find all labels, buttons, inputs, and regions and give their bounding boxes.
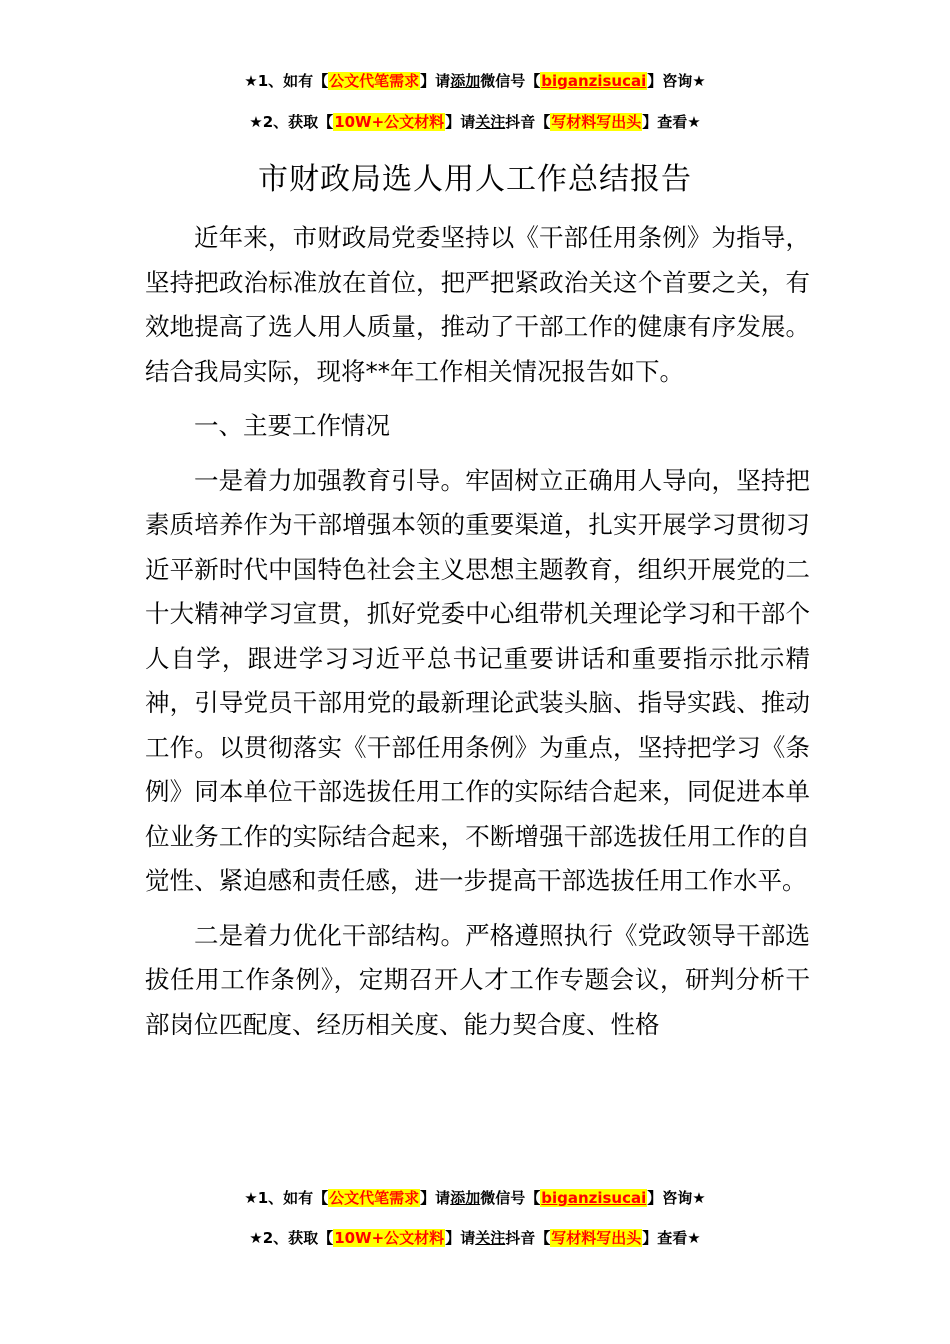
- footer-promo-line-1: ★1、如有【公文代笔需求】请添加微信号【biganzisucai】咨询★: [244, 1189, 706, 1207]
- header-promo-line-1: ★1、如有【公文代笔需求】请添加微信号【biganzisucai】咨询★: [244, 72, 706, 90]
- paragraph-structure: 二是着力优化干部结构。严格遵照执行《党政领导干部选拔任用工作条例》，定期召开人才工作专题会议，研判分析干部岗位匹配度、经历相关度、能力契合度、性格: [145, 920, 810, 1039]
- document-title: 市财政局选人用人工作总结报告: [258, 162, 692, 197]
- wechat-id-link[interactable]: biganzisucai: [541, 72, 647, 90]
- footer-promo-line-2: ★2、获取【10W+公文材料】请关注抖音【写材料写出头】查看★: [249, 1229, 701, 1247]
- paragraph-intro: 近年来，市财政局党委坚持以《干部任用条例》为指导，坚持把政治标准放在首位，把严把紧政治关这个首要之关，有效地提高了选人用人质量，推动了干部工作的健康有序发展。结合我局实际，现将**年工作相关情况报告如下。: [145, 223, 810, 386]
- star-icon: ★: [244, 1189, 258, 1207]
- star-icon: ★: [249, 113, 263, 131]
- star-icon: ★: [244, 72, 258, 90]
- highlight-materials: 10W+公文材料: [334, 1229, 445, 1247]
- document-body: [145, 216, 810, 1057]
- section-heading: 一、主要工作情况: [194, 411, 390, 440]
- douyin-account-link[interactable]: 写材料写出头: [551, 1229, 642, 1247]
- highlight-ghostwriting: 公文代笔需求: [329, 1189, 420, 1207]
- star-icon: ★: [249, 1229, 263, 1247]
- highlight-ghostwriting: 公文代笔需求: [329, 72, 420, 90]
- highlight-materials: 10W+公文材料: [334, 113, 445, 131]
- douyin-account-link[interactable]: 写材料写出头: [551, 113, 642, 131]
- header-promo-line-2: ★2、获取【10W+公文材料】请关注抖音【写材料写出头】查看★: [249, 113, 701, 131]
- wechat-id-link[interactable]: biganzisucai: [541, 1189, 647, 1207]
- paragraph-education: 一是着力加强教育引导。牢固树立正确用人导向，坚持把素质培养作为干部增强本领的重要渠道，扎实开展学习贯彻习近平新时代中国特色社会主义思想主题教育，组织开展党的二十大精神学习宣贯，抓好党委中心组带机关理论学习和干部个人自学，跟进学习习近平总书记重要讲话和重要指示批示精神，引导党员干部用党的最新理论武装头脑、指导实践、推动工作。以贯彻落实《干部任用条例》为重点，坚持把学习《条例》同本单位干部选拔任用工作的实际结合起来，同促进本单位业务工作的实际结合起来，不断增强干部选拔任用工作的自觉性、紧迫感和责任感，进一步提高干部选拔任用工作水平。: [145, 465, 810, 895]
